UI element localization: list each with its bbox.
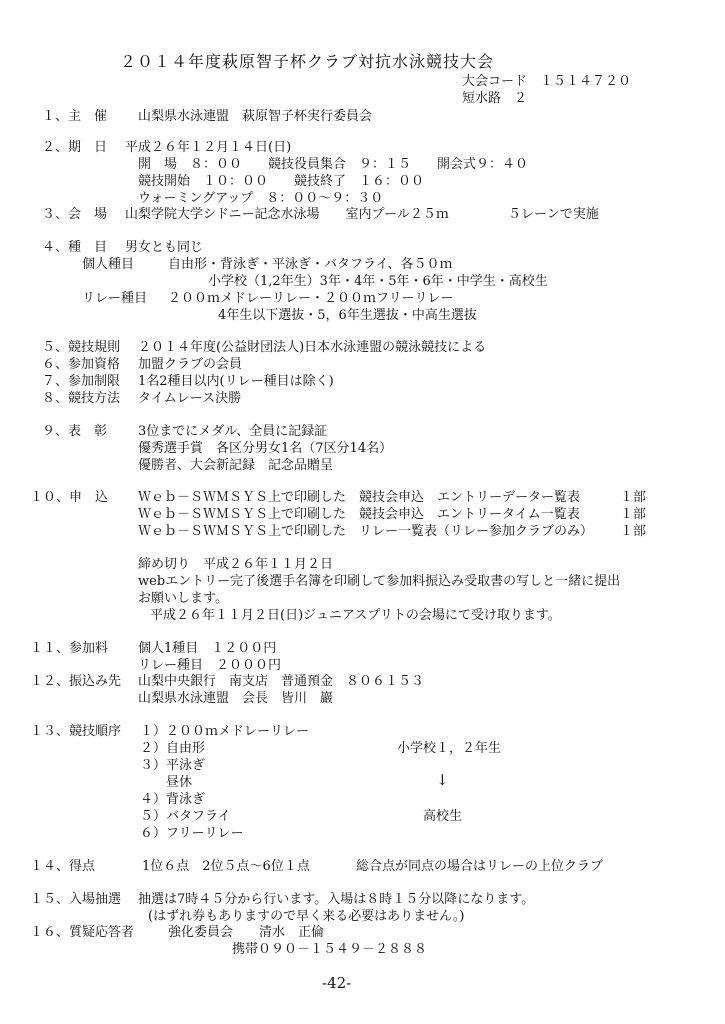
section-3-extra: ５レーンで実施 (508, 207, 599, 222)
lottery-line-1: 抽選は7時４５分から行います。入場は８時１５分以降になります。 (138, 892, 535, 907)
section-1-text: 山梨県水泳連盟 萩原智子杯実行委員会 (138, 109, 373, 124)
application-note-1: webエントリー完了後選手名簿を印刷して参加料振込み受取書の写しと一緒に提出 (138, 574, 621, 589)
relay-events-grades: 4年生以下選抜・5，6年生選抜・中高生選抜 (218, 308, 477, 323)
application-row-1-copies: １部 (620, 490, 647, 505)
section-12-label: １２、振込み先 (30, 674, 122, 689)
section-4-label: ４、種 目 (42, 240, 108, 255)
lunch-break: 昼休 (166, 775, 193, 790)
individual-events-label: 個人種目 (82, 257, 135, 272)
section-9-line-1: 3位までにメダル、全員に記録証 (138, 424, 328, 439)
event-order-5: ５）バタフライ (140, 809, 231, 824)
application-row-3-copies: １部 (620, 524, 647, 539)
section-10-label: １０、申 込 (30, 490, 109, 505)
section-15-label: １５、入場抽選 (30, 892, 122, 907)
application-row-2: Ｗｅｂ－ＳＷＭＳＹＳ上で印刷した 競技会申込 エントリータイム一覧表 (138, 507, 580, 522)
section-9-label: ９、表 彰 (42, 424, 108, 439)
page-number: -42- (322, 974, 352, 992)
contact-person: 強化委員会 清水 正倫 (168, 925, 325, 940)
section-1-label: １、主 催 (42, 109, 108, 124)
section-3-label: ３、会 場 (42, 207, 108, 222)
application-note-2: お願いします。 (138, 591, 228, 606)
application-row-1: Ｗｅｂ－ＳＷＭＳＹＳ上で印刷した 競技会申込 エントリーデーター覧表 (138, 490, 581, 505)
scoring-points: 1位６点 2位５点～6位１点 (142, 859, 310, 874)
application-row-2-copies: １部 (620, 507, 647, 522)
section-2-label: ２、期 日 (42, 140, 108, 155)
section-9-line-3: 優勝者、大会新記録 記念品贈呈 (138, 458, 334, 473)
individual-events-text: 自由形・背泳ぎ・平泳ぎ・バタフライ、各５０ｍ (168, 257, 453, 272)
section-2-date: 平成２６年１２月１４日(日) (125, 140, 292, 155)
document-title: ２０１４年度萩原智子杯クラブ対抗水泳競技大会 (120, 52, 495, 71)
event-order-6: ６）フリーリレー (140, 826, 244, 841)
section-16-label: １６、質疑応答者 (30, 925, 135, 940)
application-deadline: 締め切り 平成２６年１１月２日 (138, 557, 334, 572)
section-2-line-2: 競技開始 １０：００ 競技終了 １６：００ (138, 174, 425, 189)
bank-account: 山梨中央銀行 南支店 普通預金 ８０６１５３ (138, 674, 425, 689)
lottery-line-2: (はずれ券もありますので早く来る必要はありません。) (148, 909, 465, 924)
section-6-text: 加盟クラブの会員 (138, 357, 243, 372)
section-2-line-1: 開 場 ８：００ 競技役員集合 ９：１５ 開会式９：４０ (138, 157, 529, 172)
relay-events-label: リレー種目 (82, 291, 148, 306)
section-11-label: １１、参加料 (30, 641, 109, 656)
scoring-tiebreak: 総合点が同点の場合はリレーの上位クラブ (356, 859, 604, 874)
section-9-line-2: 優秀選手賞 各区分男女1名（7区分14名） (138, 441, 393, 456)
section-7-text: 1名2種目以内(リレー種目は除く) (138, 374, 334, 389)
section-6-label: ６、参加資格 (42, 357, 121, 372)
event-order-1: １）２００ｍメドレーリレー (140, 724, 310, 739)
section-2-line-3: ウォーミングアップ ８：００～９：３０ (138, 191, 384, 206)
section-4-text: 男女とも同じ (125, 240, 204, 255)
section-14-label: １４、得点 (30, 859, 96, 874)
section-5-text: ２０１４年度(公益財団法人)日本水泳連盟の競泳競技による (138, 340, 487, 355)
application-note-3: 平成２６年１１月２日(日)ジュニアスプリトの会場にて受け取ります。 (150, 608, 561, 623)
event-order-3: ３）平泳ぎ (140, 758, 206, 773)
individual-events-grades: 小学校（1,2年生）3年・4年・5年・6年・中学生・高校生 (208, 274, 548, 289)
section-13-label: １３、競技順序 (30, 724, 122, 739)
relay-events-text: ２００ｍメドレーリレー・２００ｍフリーリレー (168, 291, 454, 306)
section-8-text: タイムレース決勝 (138, 391, 242, 406)
event-order-2: ２）自由形 (140, 741, 206, 756)
down-arrow-icon: ↓ (436, 771, 449, 789)
tournament-code: 大会コード １５１４７２０ (462, 74, 632, 89)
event-order-4: ４）背泳ぎ (140, 792, 206, 807)
age-order-start: 小学校１，２年生 (397, 741, 502, 756)
contact-phone: 携帯０９０－１５４９－２８８８ (232, 942, 428, 957)
application-row-3: Ｗｅｂ－ＳＷＭＳＹＳ上で印刷した リレー一覧表（リレー参加クラブのみ） (138, 524, 594, 539)
section-3-text: 山梨学院大学シドニー記念水泳場 室内プール２５ｍ (125, 207, 449, 222)
account-holder: 山梨県水泳連盟 会長 皆川 巖 (138, 691, 334, 706)
fee-individual: 個人1種目 １２００円 (138, 641, 277, 656)
fee-relay: リレー種目 ２０００円 (138, 658, 282, 673)
age-order-end: 高校生 (423, 809, 463, 824)
section-5-label: ５、競技規則 (42, 340, 121, 355)
section-7-label: ７、参加制限 (42, 374, 121, 389)
section-8-label: ８、競技方法 (42, 391, 121, 406)
pool-type: 短水路 ２ (462, 91, 528, 106)
